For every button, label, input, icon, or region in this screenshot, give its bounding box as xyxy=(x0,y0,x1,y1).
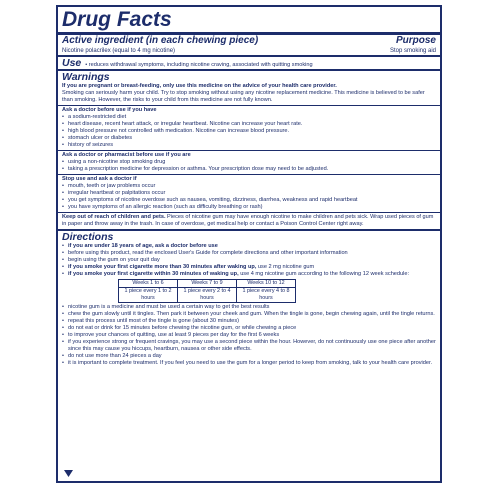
directions-list-bottom xyxy=(62,304,436,367)
use-text: • reduces withdrawal symptoms, including nicotine craving, associated with quitting smoking xyxy=(85,62,313,68)
pregnancy-warning-text: Smoking can seriously harm your child. Try to stop smoking without using any nicotine replacement medicine. This medicine is believed to be safer than smoking. However, the risks to your child from this medicine are not fully known. xyxy=(62,90,425,103)
ask-doctor-section xyxy=(58,107,440,149)
active-ingredient-header xyxy=(58,35,440,47)
keep-out-of-reach xyxy=(58,214,440,228)
list-item: • a sodium-restricted diet xyxy=(62,114,436,121)
list-item: • nicotine gum is a medicine and must be used a certain way to get the best results xyxy=(62,304,436,311)
purpose-heading: Purpose xyxy=(395,35,436,46)
active-ingredient-heading: Active ingredient (in each chewing piece) xyxy=(62,35,259,46)
list-item: • irregular heartbeat or palpitations occur xyxy=(62,190,436,197)
directions-section xyxy=(58,231,440,367)
active-ingredient-row xyxy=(58,47,440,55)
divider xyxy=(58,105,440,106)
ask-pharmacist-section xyxy=(58,152,440,173)
list-item: • you have symptoms of an allergic reaction (such as difficulty breathing or rash) xyxy=(62,204,436,211)
list-item: • to improve your chances of quitting, use at least 9 pieces per day for the first 6 weeks xyxy=(62,332,436,339)
warnings-heading: Warnings xyxy=(62,71,110,83)
divider xyxy=(58,212,440,213)
item-bold: if you smoke your first cigarette more than 30 minutes after waking up, xyxy=(68,264,257,270)
item-text: use 2 mg nicotine gum xyxy=(256,264,315,270)
list-item: • it is important to complete treatment. If you feel you need to use the gum for a longer period to keep from smoking, talk to your health care provider. xyxy=(62,360,436,367)
dosing-schedule-table xyxy=(118,279,296,303)
item-text: use 4 mg nicotine gum according to the following 12 week schedule: xyxy=(238,271,410,277)
list-item: • high blood pressure not controlled with medication. Nicotine can increase blood pressure. xyxy=(62,128,436,135)
list-item: • you get symptoms of nicotine overdose such as nausea, vomiting, dizziness, diarrhea, weakness and rapid heartbeat xyxy=(62,197,436,204)
table-header-cell: Weeks 7 to 9 xyxy=(178,280,237,288)
list-item: • chew the gum slowly until it tingles. Then park it between your cheek and gum. When the tingle is gone, begin chewing again, until the tingle returns. xyxy=(62,311,436,318)
table-row xyxy=(119,280,296,288)
keep-out-bold: Keep out of reach of children and pets. xyxy=(62,214,166,220)
list-item: • history of seizures xyxy=(62,142,436,149)
warnings-section xyxy=(58,71,440,104)
list-item: • mouth, teeth or jaw problems occur xyxy=(62,183,436,190)
ask-doctor-list xyxy=(62,114,436,149)
item-bold: if you are under 18 years of age, ask a doctor before use xyxy=(68,243,218,249)
list-item xyxy=(62,257,436,264)
divider xyxy=(58,174,440,175)
list-item: • stomach ulcer or diabetes xyxy=(62,135,436,142)
list-item xyxy=(62,264,436,271)
continued-arrow-icon xyxy=(64,470,73,477)
pregnancy-warning-bold: If you are pregnant or breast-feeding, only use this medicine on the advice of your health care provider. xyxy=(62,83,337,89)
use-heading: Use xyxy=(62,57,82,69)
keep-out-text: Pieces of nicotine gum may have enough nicotine to make children and pets sick. Wrap used pieces of gum in paper and throw away in the trash. In case of overdose, get medical help or contact a Poison Control Center right away. xyxy=(62,214,434,227)
list-item: • if you experience strong or frequent cravings, you may use a second piece within the hour. However, do not continuously use one piece after another since this may cause you hiccups, heartburn, nausea or other side effects. xyxy=(62,339,436,353)
list-item: • taking a prescription medicine for depression or asthma. Your prescription dose may need to be adjusted. xyxy=(62,166,436,173)
table-cell: 1 piece every 2 to 4 hours xyxy=(178,288,237,303)
table-row xyxy=(119,288,296,303)
list-item: • repeat this process until most of the tingle is gone (about 30 minutes) xyxy=(62,318,436,325)
drug-facts-panel xyxy=(56,5,442,483)
list-item: • using a non-nicotine stop smoking drug xyxy=(62,159,436,166)
list-item: • do not eat or drink for 15 minutes before chewing the nicotine gum, or while chewing a piece xyxy=(62,325,436,332)
active-ingredient: Nicotine polacrilex (equal to 4 mg nicotine) xyxy=(62,48,176,54)
list-item: • heart disease, recent heart attack, or irregular heartbeat. Nicotine can increase your heart rate. xyxy=(62,121,436,128)
list-item xyxy=(62,250,436,257)
divider xyxy=(58,150,440,151)
page-title: Drug Facts xyxy=(62,8,172,31)
ask-doctor-heading: Ask a doctor before use if you have xyxy=(62,107,157,113)
list-item xyxy=(62,243,436,250)
purpose: Stop smoking aid xyxy=(389,48,436,54)
stop-use-heading: Stop use and ask a doctor if xyxy=(62,176,137,182)
table-header-cell: Weeks 1 to 6 xyxy=(119,280,178,288)
table-cell: 1 piece every 1 to 2 hours xyxy=(119,288,178,303)
item-text: before using this product, read the enclosed User's Guide for complete directions and other important information xyxy=(68,250,348,256)
table-cell: 1 piece every 4 to 8 hours xyxy=(237,288,296,303)
ask-pharmacist-heading: Ask a doctor or pharmacist before use if you are xyxy=(62,152,191,158)
ask-pharmacist-list xyxy=(62,159,436,173)
list-item xyxy=(62,271,436,278)
item-text: begin using the gum on your quit day xyxy=(68,257,160,263)
stop-use-section xyxy=(58,176,440,211)
directions-heading: Directions xyxy=(62,231,114,243)
list-item: • do not use more than 24 pieces a day xyxy=(62,353,436,360)
use-section xyxy=(58,57,440,69)
table-header-cell: Weeks 10 to 12 xyxy=(237,280,296,288)
directions-list-top xyxy=(62,243,436,278)
stop-use-list xyxy=(62,183,436,211)
item-bold: if you smoke your first cigarette within 30 minutes of waking up, xyxy=(68,271,239,277)
